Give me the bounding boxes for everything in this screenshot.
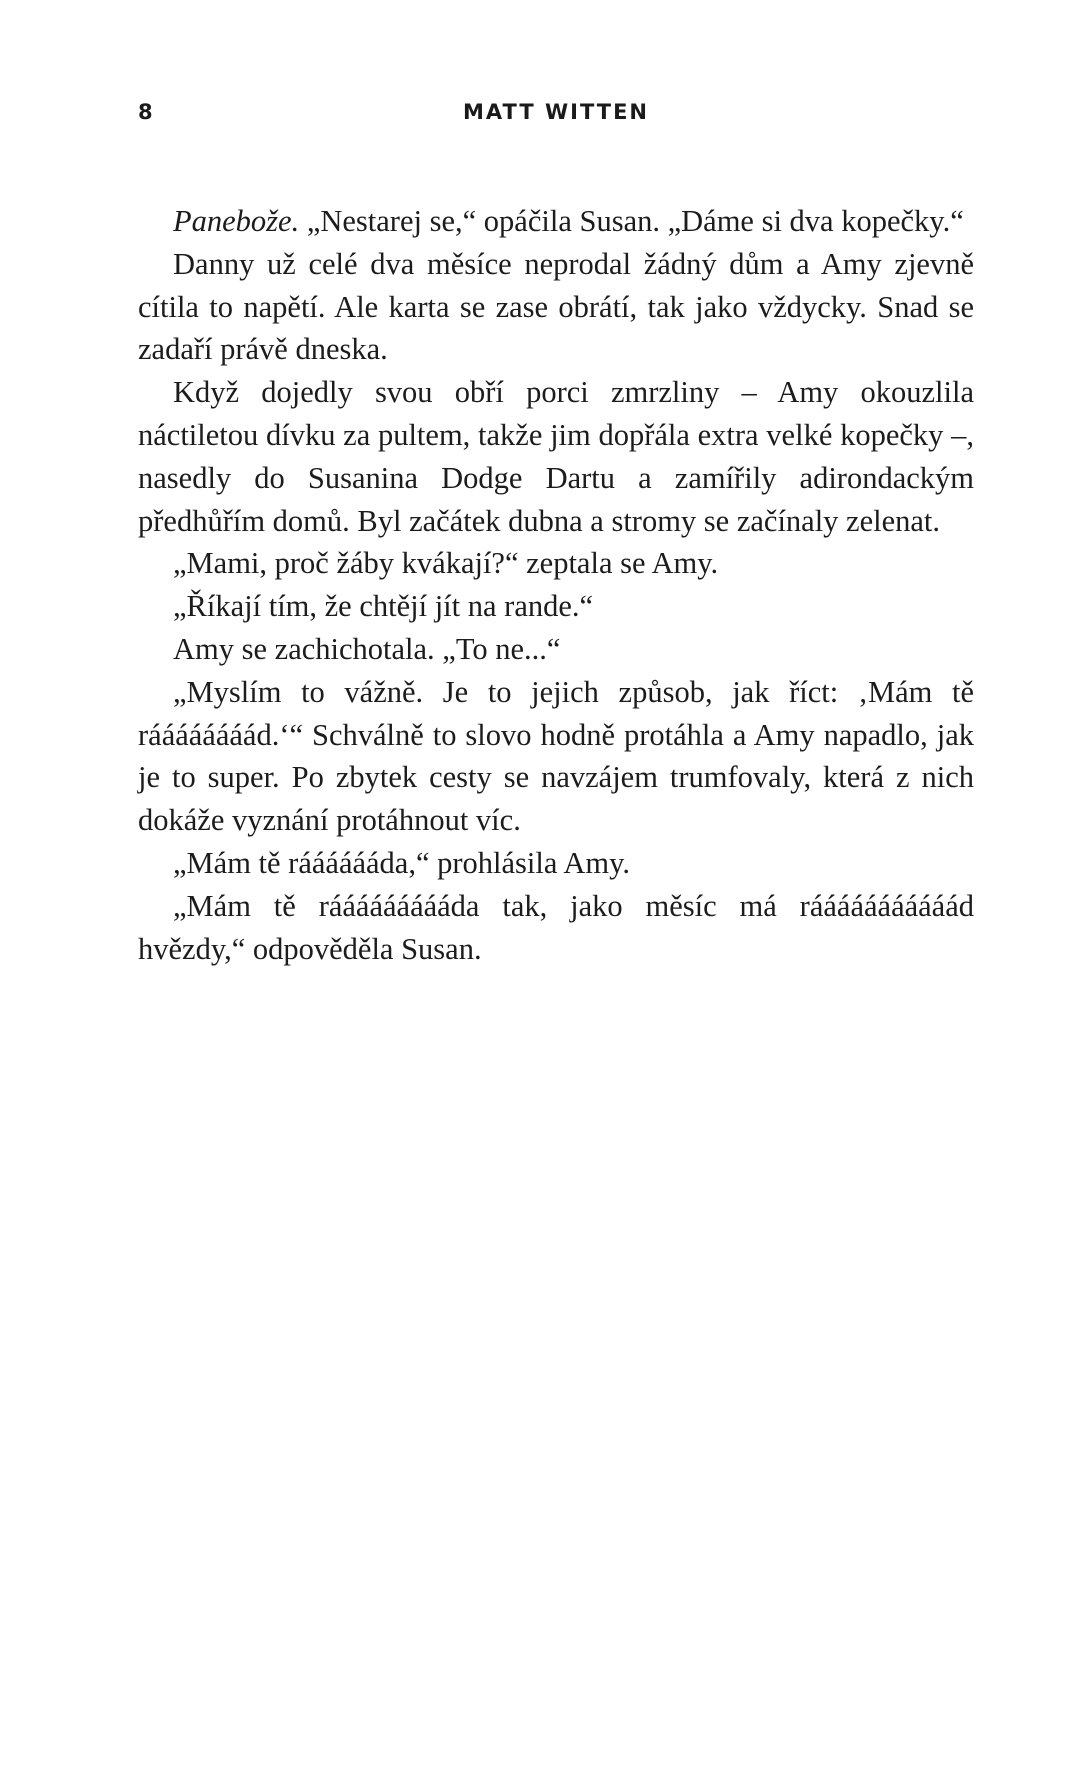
paragraph: „Mám tě rááááááda,“ prohlásila Amy.: [173, 845, 630, 880]
paragraph: Když dojedly svou obří porci zmrzliny – Amy okouzlila náctiletou dívku za pultem, takže jim dopřála extra velké kopečky –, nasedly do Susanina Dodge Dartu a zamířily adirondackým předhůřím domů. Byl začátek dubna a stromy se začínaly zelenat.: [138, 375, 974, 538]
running-head: [138, 100, 974, 130]
paragraph: [138, 200, 974, 243]
italic-lead: Panebože.: [173, 204, 300, 238]
paragraph: „Mám tě ráááááááááda tak, jako měsíc má rááááááááááád hvězdy,“ odpověděla Susan.: [138, 888, 974, 966]
paragraph: „Myslím to vážně. Je to jejich způsob, jak říct: ‚Mám tě ráááááááád.‘“ Schválně to slovo hodně protáhla a Amy napadlo, jak je to super. Po zbytek cesty se navzájem trumfovaly, která z nich dokáže vyznání protáhnout víc.: [138, 674, 974, 838]
paragraph: „Mami, proč žáby kvákají?“ zeptala se Amy.: [173, 546, 719, 581]
body-text: [138, 200, 974, 970]
paragraph: „Říkají tím, že chtějí jít na rande.“: [173, 589, 594, 624]
paragraph: Amy se zachichotala. „To ne...“: [173, 631, 561, 666]
running-head-author: MATT WITTEN: [463, 100, 649, 124]
page-number: 8: [138, 100, 154, 124]
paragraph: Danny už celé dva měsíce neprodal žádný dům a Amy zjevně cítila to napětí. Ale karta se zase obrátí, tak jako vždycky. Snad se zadaří právě dneska.: [138, 246, 974, 367]
paragraph-text: „Nestarej se,“ opáčila Susan. „Dáme si dva kopečky.“: [299, 204, 964, 238]
